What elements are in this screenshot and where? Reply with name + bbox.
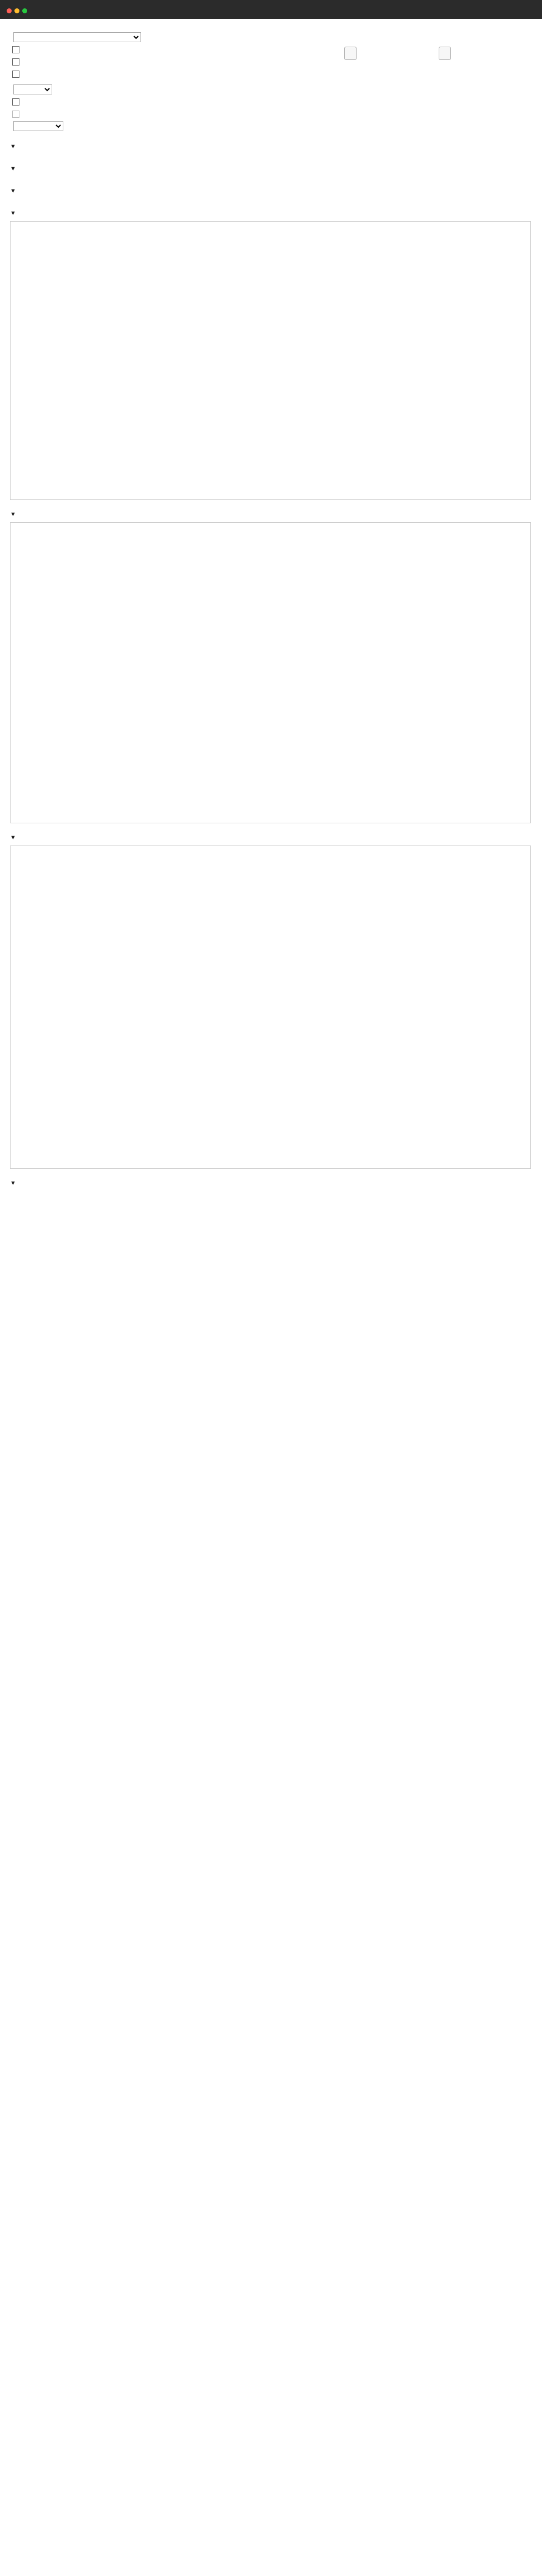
cct-chart bbox=[10, 221, 531, 500]
gamut-chart bbox=[10, 1191, 530, 1524]
collapse-triangle-icon[interactable]: ▼ bbox=[10, 188, 16, 194]
cal-only-checkbox[interactable] bbox=[12, 46, 19, 53]
gamma-header[interactable] bbox=[10, 509, 532, 519]
rgb-header[interactable] bbox=[10, 832, 532, 842]
close-dot-icon[interactable] bbox=[7, 8, 12, 13]
zoom-dot-icon[interactable] bbox=[22, 8, 27, 13]
view-reference-button[interactable] bbox=[344, 47, 357, 60]
gamut-header[interactable] bbox=[10, 1178, 532, 1188]
addstats-checkbox[interactable] bbox=[12, 71, 19, 78]
show-values-select[interactable] bbox=[13, 84, 52, 94]
criteria-select[interactable] bbox=[13, 32, 141, 42]
collapse-triangle-icon[interactable]: ▼ bbox=[10, 834, 16, 841]
rgb-gray-chart bbox=[10, 846, 531, 1169]
de-formula-select[interactable] bbox=[13, 121, 63, 131]
summary-header[interactable] bbox=[10, 163, 532, 173]
view-measurement-button[interactable] bbox=[439, 47, 451, 60]
blackbody-checkbox[interactable] bbox=[12, 58, 19, 66]
minimize-dot-icon[interactable] bbox=[14, 8, 19, 13]
collapse-triangle-icon[interactable]: ▼ bbox=[10, 1180, 16, 1187]
cct-header[interactable] bbox=[10, 208, 532, 218]
profile-wp-checkbox[interactable] bbox=[12, 111, 19, 118]
collapse-triangle-icon[interactable]: ▼ bbox=[10, 511, 16, 518]
collapse-triangle-icon[interactable]: ▼ bbox=[10, 143, 16, 150]
gamma-chart bbox=[10, 522, 531, 823]
window-controls[interactable] bbox=[7, 7, 30, 15]
collapse-triangle-icon[interactable]: ▼ bbox=[10, 210, 16, 217]
overview-header[interactable] bbox=[10, 186, 532, 196]
collapse-triangle-icon[interactable]: ▼ bbox=[10, 166, 16, 172]
window-titlebar bbox=[0, 0, 542, 19]
absolute-checkbox[interactable] bbox=[12, 98, 19, 106]
basic-info-header[interactable] bbox=[10, 141, 532, 151]
